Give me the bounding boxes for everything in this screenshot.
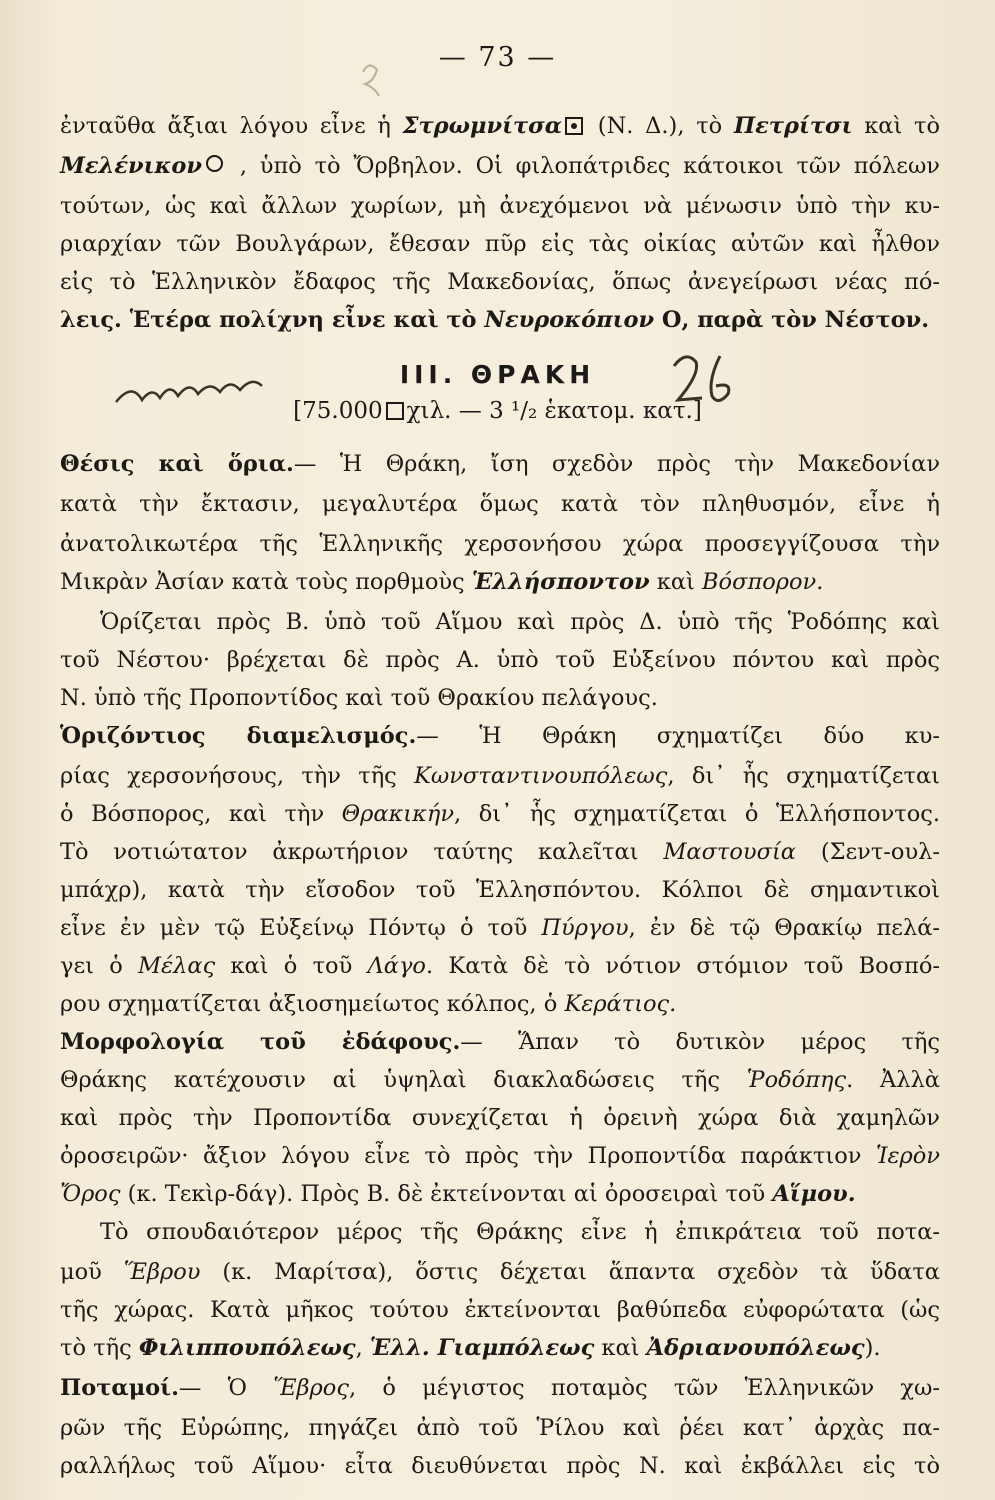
text-line: Ν. ὑπὸ τῆς Προποντίδος καὶ τοῦ Θρακίου πελάγους. (60, 685, 658, 711)
text-line: Τὸ σπουδαιότερον μέρος τῆς Θράκης εἶνε ἡ ἐπικράτεια τοῦ ποτα- (100, 1219, 940, 1245)
text-line: τοῦ Νέστου· βρέχεται δὲ πρὸς Α. ὑπὸ τοῦ Εὐξείνου πόντου καὶ πρὸς (60, 647, 940, 673)
text-line: Θράκης κατέχουσιν αἱ ὑψηλαὶ διακλαδώσεις τῆς Ῥοδόπης. Ἀλλὰ (60, 1067, 940, 1093)
text-line: ἐνταῦθα ἄξιαι λόγου εἶνε ἡ Στρωμνίτσα (Ν. Δ.), τὸ Πετρίτσι καὶ τὸ (60, 113, 940, 139)
text-line: τὸ τῆς Φιλιππουπόλεως, Ἑλλ. Γιαμπόλεως καὶ Ἀδριανουπόλεως). (60, 1335, 881, 1361)
paragraph-label: Μορφολογία τοῦ ἐδάφους. (60, 1029, 461, 1055)
text-line: ρίας χερσονήσους, τὴν τῆς Κωνσταντινουπόλεως, δι᾽ ἧς σχηματίζεται (60, 763, 940, 789)
text-line: εἶνε ἐν μὲν τῷ Εὐξείνῳ Πόντῳ ὁ τοῦ Πύργου, ἐν δὲ τῷ Θρακίῳ πελά- (60, 915, 941, 941)
text-line: ἀνατολικωτέρα τῆς Ἑλληνικῆς χερσονήσου χώρα προσεγγίζουσα τὴν (60, 531, 940, 557)
text-line: Μορφολογία τοῦ ἐδάφους.— Ἅπαν τὸ δυτικὸν μέρος τῆς (60, 1029, 940, 1055)
text-line: λεις. Ἑτέρα πολίχνη εἶνε καὶ τὸ Νευροκόπιον Ο, παρὰ τὸν Νέστον. (60, 307, 930, 333)
fortified-town-symbol (565, 117, 583, 135)
text-line: μπάχρ), κατὰ τὴν εἴσοδον τοῦ Ἑλλησπόντου. Κόλποι δὲ σημαντικοὶ (60, 877, 940, 903)
paragraph-label: Θέσις καὶ ὅρια. (60, 451, 294, 477)
text-line: Ὄρος (κ. Τεκὶρ-δάγ). Πρὸς Β. δὲ ἐκτείνονται αἱ ὀροσειραὶ τοῦ Αἵμου. (60, 1181, 856, 1207)
text-line: Θέσις καὶ ὅρια.— Ἡ Θράκη, ἴση σχεδὸν πρὸς τὴν Μακεδονίαν (60, 451, 941, 477)
text-line: κατὰ τὴν ἔκτασιν, μεγαλυτέρα ὅμως κατὰ τὸν πληθυσμόν, εἶνε ἡ (60, 491, 940, 517)
text-line: ραλλήλως τοῦ Αἵμου· εἶτα διευθύνεται πρὸς Ν. καὶ ἐκβάλλει εἰς τὸ (60, 1453, 940, 1479)
text-line: ὁ Βόσπορος, καὶ τὴν Θρακικήν, δι᾽ ἧς σχηματίζεται ὁ Ἑλλήσποντος. (60, 801, 940, 827)
text-line: γει ὁ Μέλας καὶ ὁ τοῦ Λάγο. Κατὰ δὲ τὸ νότιον στόμιον τοῦ Βοσπό- (60, 953, 941, 979)
text-line: εἰς τὸ Ἑλληνικὸν ἔδαφος τῆς Μακεδονίας, ὅπως ἀνεγείρωσι νέας πό- (60, 269, 940, 295)
text-line: Ὁρίζεται πρὸς Β. ὑπὸ τοῦ Αἵμου καὶ πρὸς Δ. ὑπὸ τῆς Ῥοδόπης καὶ (100, 609, 940, 635)
text-line: Μελένικον , ὑπὸ τὸ Ὄρβηλον. Οἱ φιλοπάτριδες κάτοικοι τῶν πόλεων (60, 153, 940, 179)
area-square-symbol (386, 402, 404, 420)
text-line: ριαρχίαν τῶν Βουλγάρων, ἔθεσαν πῦρ εἰς τὰς οἰκίας αὐτῶν καὶ ἦλθον (60, 231, 940, 257)
text-line: Ὁριζόντιος διαμελισμός.— Ἡ Θράκη σχηματίζει δύο κυ- (60, 723, 941, 749)
page-number: — 73 — (438, 42, 557, 73)
handwritten-number (668, 350, 748, 410)
text-line: ρου σχηματίζεται ἀξιοσημείωτος κόλπος, ὁ Κεράτιος. (60, 991, 677, 1017)
text-line: μοῦ Ἕβρου (κ. Μαρίτσα), ὅστις δέχεται ἅπαντα σχεδὸν τὰ ὕδατα (60, 1259, 940, 1285)
text-line: Τὸ νοτιώτατον ἀκρωτήριον ταύτης καλεῖται Μαστουσία (Σεντ-ουλ- (60, 839, 940, 865)
text-line: Μικρὰν Ἀσίαν κατὰ τοὺς πορθμοὺς Ἑλλήσποντον καὶ Βόσπορον. (60, 569, 824, 595)
section-subtitle: [75.000 χιλ. — 3 ¹/₂ ἑκατομ. κατ.] (293, 398, 702, 424)
paragraph-label: Ποταμοί. (60, 1375, 179, 1401)
text-line: τῆς χώρας. Κατὰ μῆκος τούτου ἐκτείνονται βαθύπεδα εὐφορώτατα (ὡς (60, 1297, 940, 1323)
section-title: ΙΙΙ. ΘΡΑΚΗ (399, 360, 596, 389)
handwritten-scribble (112, 372, 272, 422)
text-line: τούτων, ὡς καὶ ἄλλων χωρίων, μὴ ἀνεχόμενοι νὰ μένωσιν ὑπὸ τὴν κυ- (60, 193, 940, 219)
town-symbol (206, 155, 223, 172)
text-line: ρῶν τῆς Εὐρώπης, πηγάζει ἀπὸ τοῦ Ῥίλου καὶ ῥέει κατ᾽ ἀρχὰς πα- (60, 1415, 940, 1441)
text-line: καὶ πρὸς τὴν Προποντίδα συνεχίζεται ἡ ὀρεινὴ χώρα διὰ χαμηλῶν (60, 1105, 940, 1131)
text-line: Ποταμοί.— Ὁ Ἕβρος, ὁ μέγιστος ποταμὸς τῶν Ἑλληνικῶν χω- (60, 1375, 941, 1401)
text-line: ὀροσειρῶν· ἄξιον λόγου εἶνε τὸ πρὸς τὴν Προποντίδα παράκτιον Ἱερὸν (60, 1143, 940, 1169)
paragraph-label: Ὁριζόντιος διαμελισμός. (60, 723, 417, 749)
